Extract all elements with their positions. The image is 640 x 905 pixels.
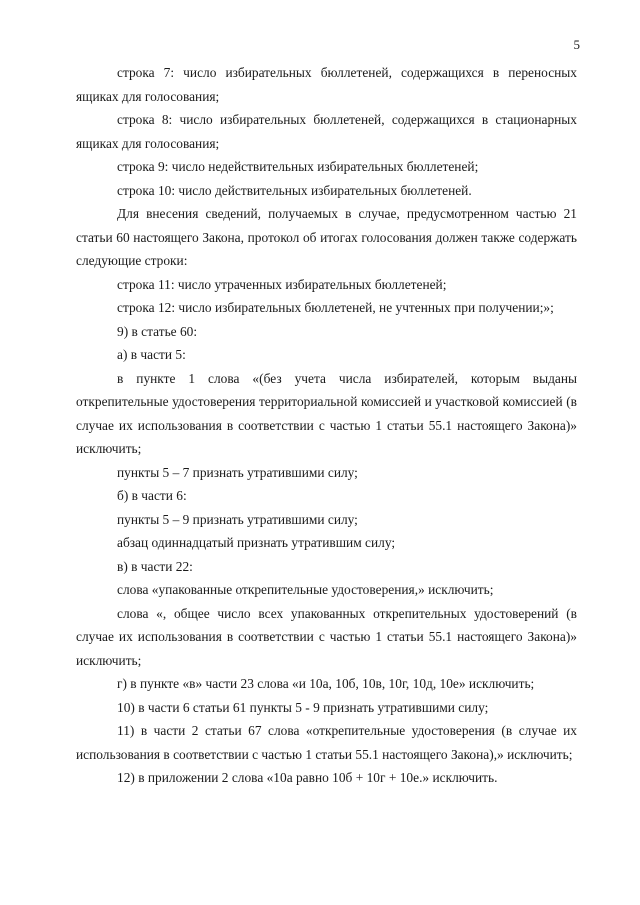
document-body [76,61,577,790]
paragraph: Для внесения сведений, получаемых в случае, предусмотренном частью 21 статьи 60 настоящего Закона, протокол об итогах голосования должен также содержать следующие строки: [76,206,577,268]
paragraph: строка 9: число недействительных избирательных бюллетеней; [117,159,479,174]
page-number: 5 [573,37,580,52]
paragraph: строка 7: число избирательных бюллетеней, содержащихся в переносных ящиках для голосования; [76,65,577,104]
paragraph: 9) в статье 60: [117,323,198,339]
paragraph: слова «упакованные открепительные удостоверения,» исключить; [117,582,494,597]
paragraph: г) в пункте «в» части 23 слова «и 10а, 10б, 10в, 10г, 10д, 10е» исключить; [117,676,535,691]
paragraph: пункты 5 – 7 признать утратившими силу; [117,464,358,480]
paragraph: 11) в части 2 статьи 67 слова «открепительные удостоверения (в случае их использования в соответствии с частью 1 статьи 55.1 настоящего Закона),» исключить; [76,723,577,762]
paragraph: 10) в части 6 статьи 61 пункты 5 - 9 признать утратившими силу; [117,699,489,715]
paragraph: абзац одиннадцатый признать утратившим силу; [117,535,396,550]
paragraph: строка 10: число действительных избирательных бюллетеней. [117,182,472,198]
paragraph: б) в части 6: [117,488,187,503]
paragraph: строка 8: число избирательных бюллетеней, содержащихся в стационарных ящиках для голосования; [76,112,577,151]
paragraph: в пункте 1 слова «(без учета числа избирателей, которым выданы открепительные удостоверения территориальной комиссией и участковой комиссией (в случае их использования в соответствии с частью 1 статьи 55.1 настоящего Закона)» исключить; [76,370,577,456]
paragraph: 12) в приложении 2 слова «10а равно 10б + 10г + 10е.» исключить. [117,770,498,785]
paragraph: слова «, общее число всех упакованных открепительных удостоверений (в случае их использования в соответствии с частью 1 статьи 55.1 настоящего Закона)» исключить; [76,605,577,668]
paragraph: в) в части 22: [117,558,193,574]
paragraph: пункты 5 – 9 признать утратившими силу; [117,511,358,527]
paragraph: а) в части 5: [117,347,186,362]
paragraph: строка 12: число избирательных бюллетеней, не учтенных при получении;»; [117,300,554,315]
paragraph: строка 11: число утраченных избирательных бюллетеней; [117,276,447,292]
